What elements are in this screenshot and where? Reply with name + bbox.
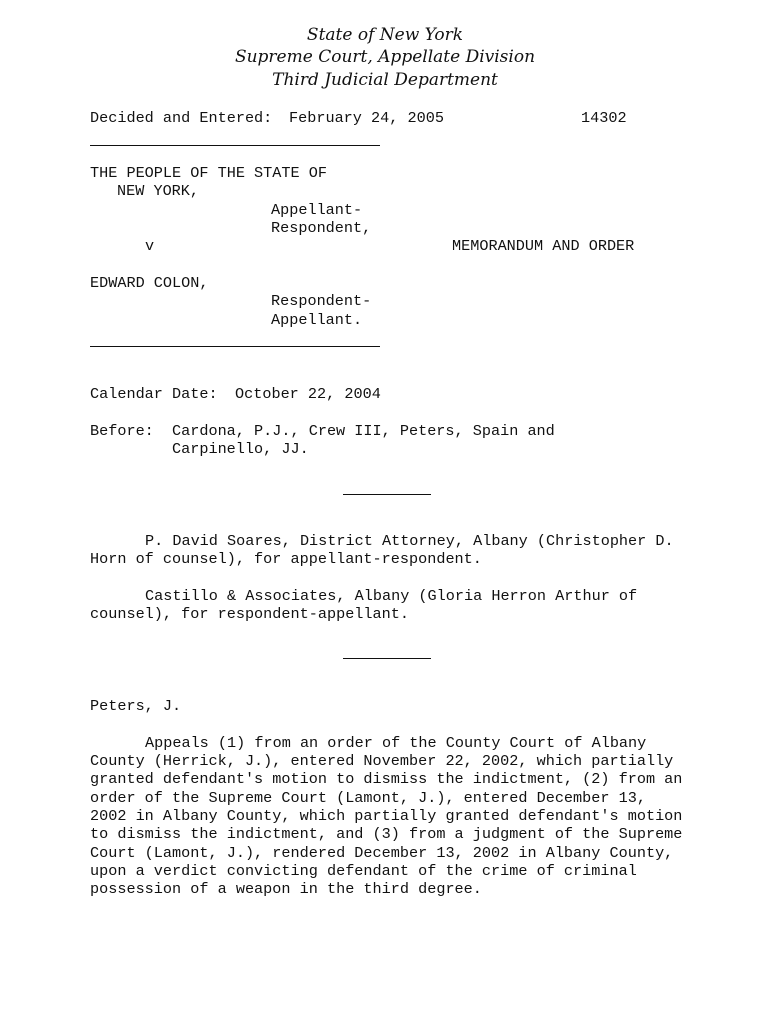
plaintiff-role-1: Appellant- xyxy=(271,201,363,219)
caption-bottom-rule xyxy=(90,346,380,347)
court-name: Supreme Court, Appellate Division xyxy=(234,47,536,67)
defendant-role-2: Appellant. xyxy=(271,311,363,329)
versus: v xyxy=(145,237,155,255)
plaintiff-line-1: THE PEOPLE OF THE STATE OF xyxy=(90,164,327,182)
before-line-1: Cardona, P.J., Crew III, Peters, Spain and xyxy=(172,422,555,440)
opinion-line: upon a verdict convicting defendant of the crime of criminal xyxy=(90,862,637,880)
calendar-label: Calendar Date: xyxy=(90,385,218,403)
before-line-2: Carpinello, JJ. xyxy=(172,440,309,458)
plaintiff-role-2: Respondent, xyxy=(271,219,372,237)
court-department: Third Judicial Department xyxy=(272,70,498,90)
opinion-line: granted defendant's motion to dismiss the indictment, (2) from an xyxy=(90,770,683,788)
opinion-line: order of the Supreme Court (Lamont, J.), entered December 13, xyxy=(90,789,646,807)
document-type: MEMORANDUM AND ORDER xyxy=(452,237,635,255)
calendar-date: October 22, 2004 xyxy=(235,385,381,403)
counsel-2-line-2: counsel), for respondent-appellant. xyxy=(90,605,409,623)
opinion-line: possession of a weapon in the third degree. xyxy=(90,880,482,898)
opinion-line: Court (Lamont, J.), rendered December 13, 2002 in Albany County, xyxy=(90,844,674,862)
docket-number: 14302 xyxy=(581,109,627,127)
opinion-line: Appeals (1) from an order of the County Court of Albany xyxy=(145,734,647,752)
before-label: Before: xyxy=(90,422,154,440)
court-state: State of New York xyxy=(306,25,464,45)
opinion-line: to dismiss the indictment, and (3) from a judgment of the Supreme xyxy=(90,825,683,843)
counsel-1-line-1: P. David Soares, District Attorney, Albany (Christopher D. xyxy=(145,532,674,550)
decided-label: Decided and Entered: xyxy=(90,109,273,127)
plaintiff-line-2: NEW YORK, xyxy=(117,182,200,200)
caption-top-rule xyxy=(90,145,380,146)
counsel-2-line-1: Castillo & Associates, Albany (Gloria Herron Arthur of xyxy=(145,587,638,605)
decided-date: February 24, 2005 xyxy=(289,109,444,127)
separator-rule-2 xyxy=(343,658,431,659)
counsel-1-line-2: Horn of counsel), for appellant-respondent. xyxy=(90,550,482,568)
opinion-author: Peters, J. xyxy=(90,697,182,715)
opinion-line: County (Herrick, J.), entered November 22, 2002, which partially xyxy=(90,752,674,770)
defendant-name: EDWARD COLON, xyxy=(90,274,209,292)
separator-rule-1 xyxy=(343,494,431,495)
opinion-line: 2002 in Albany County, which partially granted defendant's motion xyxy=(90,807,683,825)
defendant-role-1: Respondent- xyxy=(271,292,372,310)
